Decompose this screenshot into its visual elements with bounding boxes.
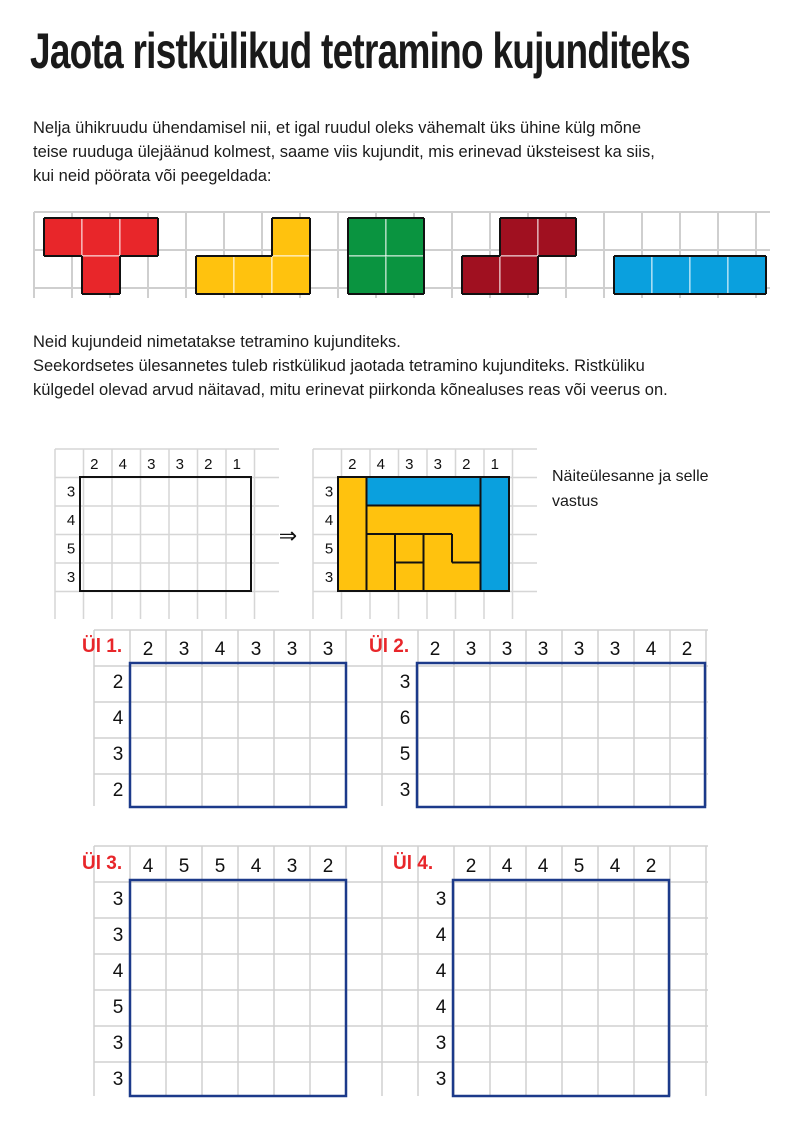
row-clue: 5 <box>399 744 411 765</box>
puzzle-4 <box>393 853 669 1096</box>
solution-cell <box>338 477 367 506</box>
tetromino-cell <box>652 256 690 294</box>
intro-line: Nelja ühikruudu ühendamisel nii, et igal ruudul oleks vähemalt üks ühine külg mõne <box>33 119 642 137</box>
example-puzzle <box>55 449 537 619</box>
column-clue: 2 <box>465 856 477 877</box>
explain-line: Neid kujundeid nimetatakse tetramino kujunditeks. <box>33 333 401 351</box>
column-clue: 3 <box>286 639 298 660</box>
solution-cell <box>424 534 453 563</box>
solution-cell <box>424 477 453 506</box>
row-clue: 2 <box>112 780 124 801</box>
tetromino-T <box>44 218 158 294</box>
row-clue: 4 <box>112 961 124 982</box>
tetromino-cell <box>234 256 272 294</box>
tetromino-cell <box>614 256 652 294</box>
row-clue: 3 <box>399 780 411 801</box>
example-note: Näiteülesanne ja selle vastus <box>552 468 709 510</box>
puzzle-label: Ül 1. <box>82 636 123 657</box>
solution-cell <box>452 506 481 535</box>
tetromino-cell <box>348 256 386 294</box>
tetromino-cell <box>272 256 310 294</box>
column-clue: 5 <box>573 856 585 877</box>
column-clue: 3 <box>465 639 477 660</box>
tetromino-cell <box>82 218 120 256</box>
column-clue: 4 <box>501 856 513 877</box>
solution-cell <box>338 563 367 592</box>
tetromino-cell <box>538 218 576 256</box>
column-clue: 2 <box>645 856 657 877</box>
explain-line: Seekordsetes ülesannetes tuleb ristkülikud jaotada tetramino kujunditeks. Ristküliku <box>33 357 645 375</box>
column-clue: 3 <box>573 639 585 660</box>
solution-cell <box>481 563 510 592</box>
solution-cell <box>367 563 396 592</box>
solution-cell <box>367 506 396 535</box>
column-clue: 1 <box>490 456 499 473</box>
page-title: Jaota ristkülikud tetramino kujunditeks <box>30 23 690 79</box>
solution-cell <box>424 563 453 592</box>
tetromino-cell <box>462 256 500 294</box>
solution-cell <box>395 563 424 592</box>
column-clue: 3 <box>175 456 184 473</box>
row-clue: 3 <box>112 925 124 946</box>
puzzle-grids <box>82 630 708 1096</box>
column-clue: 2 <box>90 456 99 473</box>
row-clue: 3 <box>112 1033 124 1054</box>
solution-cell <box>395 506 424 535</box>
puzzle-2 <box>369 636 705 807</box>
column-clue: 3 <box>609 639 621 660</box>
solution-cell <box>452 477 481 506</box>
row-clue: 4 <box>435 961 447 982</box>
tetromino-L <box>196 218 310 294</box>
tetromino-I <box>614 256 766 294</box>
intro-line: kui neid pöörata või peegeldada: <box>33 167 272 185</box>
column-clue: 1 <box>232 456 241 473</box>
column-clue: 2 <box>681 639 693 660</box>
solution-cell <box>367 534 396 563</box>
solution-cell <box>481 477 510 506</box>
puzzle-label: Ül 2. <box>369 636 410 657</box>
row-clue: 6 <box>399 708 411 729</box>
puzzle-3 <box>82 853 346 1096</box>
tetromino-cell <box>82 256 120 294</box>
row-clue: 3 <box>435 1033 447 1054</box>
column-clue: 2 <box>322 856 334 877</box>
row-clue: 3 <box>435 889 447 910</box>
column-clue: 2 <box>142 639 154 660</box>
row-clue: 3 <box>66 568 76 586</box>
column-clue: 4 <box>376 456 385 473</box>
tetromino-cell <box>690 256 728 294</box>
row-clue: 4 <box>66 511 76 529</box>
column-clue: 3 <box>405 456 414 473</box>
row-clue: 3 <box>112 1069 124 1090</box>
column-clue: 4 <box>537 856 549 877</box>
solution-cell <box>367 477 396 506</box>
tetromino-O <box>348 218 424 294</box>
column-clue: 5 <box>178 856 190 877</box>
tetromino-cell <box>196 256 234 294</box>
solution-cell <box>338 534 367 563</box>
solution-cell <box>452 534 481 563</box>
row-clue: 4 <box>435 997 447 1018</box>
column-clue: 4 <box>142 856 154 877</box>
tetromino-cell <box>500 256 538 294</box>
column-clue: 4 <box>214 639 226 660</box>
column-clue: 2 <box>348 456 357 473</box>
solution-cell <box>481 506 510 535</box>
solution-cell <box>452 563 481 592</box>
explain-line: külgedel olevad arvud näitavad, mitu erinevat piirkonda kõnealuses reas või veerus on. <box>33 381 668 399</box>
column-clue: 2 <box>204 456 213 473</box>
solution-cell <box>338 506 367 535</box>
solution-cell <box>424 506 453 535</box>
row-clue: 5 <box>112 997 124 1018</box>
column-clue: 4 <box>118 456 127 473</box>
row-clue: 5 <box>324 540 334 558</box>
column-clue: 3 <box>537 639 549 660</box>
column-clue: 3 <box>322 639 334 660</box>
column-clue: 3 <box>433 456 442 473</box>
puzzle-label: Ül 3. <box>82 853 123 874</box>
row-clue: 3 <box>66 483 76 501</box>
puzzle-frame <box>417 663 705 807</box>
column-clue: 3 <box>286 856 298 877</box>
tetromino-cell <box>44 218 82 256</box>
row-clue: 3 <box>435 1069 447 1090</box>
row-clue: 2 <box>112 672 124 693</box>
tetromino-cell <box>386 218 424 256</box>
row-clue: 3 <box>324 483 334 501</box>
column-clue: 3 <box>501 639 513 660</box>
row-clue: 3 <box>112 889 124 910</box>
implication-arrow: ⇒ <box>278 524 298 549</box>
column-clue: 2 <box>429 639 441 660</box>
column-clue: 3 <box>250 639 262 660</box>
tetromino-cell <box>728 256 766 294</box>
solution-cell <box>395 477 424 506</box>
column-clue: 3 <box>178 639 190 660</box>
row-clue: 3 <box>112 744 124 765</box>
tetromino-cell <box>386 256 424 294</box>
intro-line: teise ruuduga ülejäänud kolmest, saame viis kujundit, mis erinevad üksteisest ka siis, <box>33 143 655 161</box>
column-clue: 4 <box>250 856 262 877</box>
example-solution <box>313 449 537 619</box>
column-clue: 5 <box>214 856 226 877</box>
example-empty <box>55 449 279 619</box>
puzzle-1 <box>82 636 346 807</box>
column-clue: 4 <box>609 856 621 877</box>
row-clue: 3 <box>399 672 411 693</box>
tetromino-cell <box>348 218 386 256</box>
row-clue: 4 <box>324 511 334 529</box>
tetromino-cell <box>272 218 310 256</box>
puzzle-frame <box>453 880 669 1096</box>
puzzle-label: Ül 4. <box>393 853 434 874</box>
tetromino-cell <box>500 218 538 256</box>
column-clue: 2 <box>462 456 471 473</box>
row-clue: 4 <box>435 925 447 946</box>
solution-cell <box>395 534 424 563</box>
tetromino-S <box>462 218 576 294</box>
solution-cell <box>481 534 510 563</box>
column-clue: 3 <box>147 456 156 473</box>
row-clue: 4 <box>112 708 124 729</box>
row-clue: 5 <box>66 540 76 558</box>
row-clue: 3 <box>324 568 334 586</box>
column-clue: 4 <box>645 639 657 660</box>
tetromino-cell <box>120 218 158 256</box>
tetromino-strip <box>34 212 770 298</box>
